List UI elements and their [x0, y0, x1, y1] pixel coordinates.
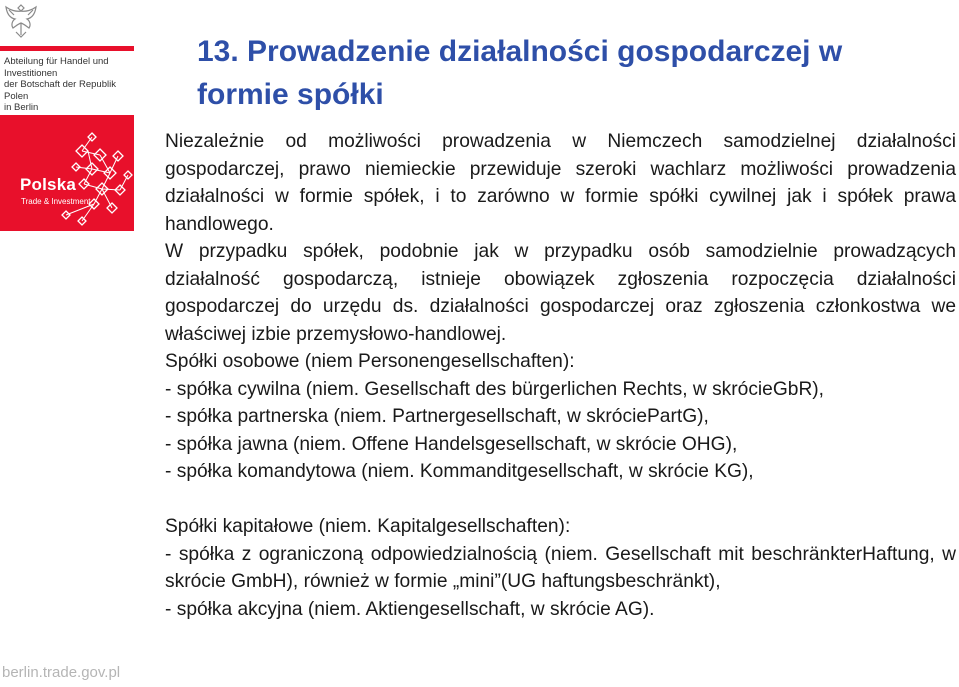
- list-item: - spółka cywilna (niem. Gesellschaft des bürgerlichen Rechts, w skrócieGbR),: [165, 378, 825, 400]
- intro-paragraph: Niezależnie od możliwości prowadzenia w Niemczech samodzielnej działalności gospodarczej, prawo niemieckie przewiduje szeroki wachlarz możliwości prowadzenia działalności w formie spółek, i to zarówno w formie spółki cywilnej jak i spółek prawa handlowego.: [165, 131, 956, 235]
- org-line: in Berlin: [4, 102, 39, 113]
- eagle-emblem-icon: [4, 2, 38, 40]
- registration-paragraph: W przypadku spółek, podobnie jak w przypadku osób samodzielnie prowadzących działalność gospodarczą, istnieje obowiązek zgłoszenia rozpoczęcia działalności gospodarczej do urzędu ds. działalności gospodarczej oraz zgłoszenia członkostwa we właściwej izbie przemysłowo-handlowej.: [165, 241, 956, 345]
- list-item: - spółka partnerska (niem. Partnergesellschaft, w skróciePartG),: [165, 406, 709, 427]
- main-content: [165, 128, 956, 623]
- org-line: der Botschaft der Republik Polen: [4, 79, 116, 102]
- list-item: - spółka z ograniczoną odpowiedzialnością (niem. Gesellschaft mit beschränkterHaftung, w skrócie GmbH), również w formie „mini”(UG haftungsbeschränkt),: [165, 543, 956, 592]
- org-line: Abteilung für Handel und Investitionen: [4, 56, 109, 79]
- logo-text: Polska: [20, 175, 77, 194]
- diamond-pattern-icon: [52, 115, 134, 231]
- list-item: - spółka komandytowa (niem. Kommanditgesellschaft, w skrócie KG),: [165, 461, 754, 482]
- page-title: 13. Prowadzenie działalności gospodarczej w formie spółki: [197, 35, 843, 111]
- list-item: - spółka akcyjna (niem. Aktiengesellschaft, w skrócie AG).: [165, 598, 655, 620]
- logo-subtitle: Trade & Investment: [21, 197, 91, 206]
- brand-divider: [0, 46, 134, 51]
- footer-url: berlin.trade.gov.pl: [2, 664, 121, 681]
- personal-companies-heading: Spółki osobowe (niem Personengesellschaften):: [165, 351, 575, 372]
- sidebar: [0, 0, 134, 687]
- spacer: [165, 486, 956, 514]
- polska-logo: [0, 115, 134, 231]
- organization-name: [4, 56, 134, 114]
- list-item: - spółka jawna (niem. Offene Handelsgesellschaft, w skrócie OHG),: [165, 433, 738, 455]
- capital-companies-heading: Spółki kapitałowe (niem. Kapitalgesellschaften):: [165, 516, 571, 537]
